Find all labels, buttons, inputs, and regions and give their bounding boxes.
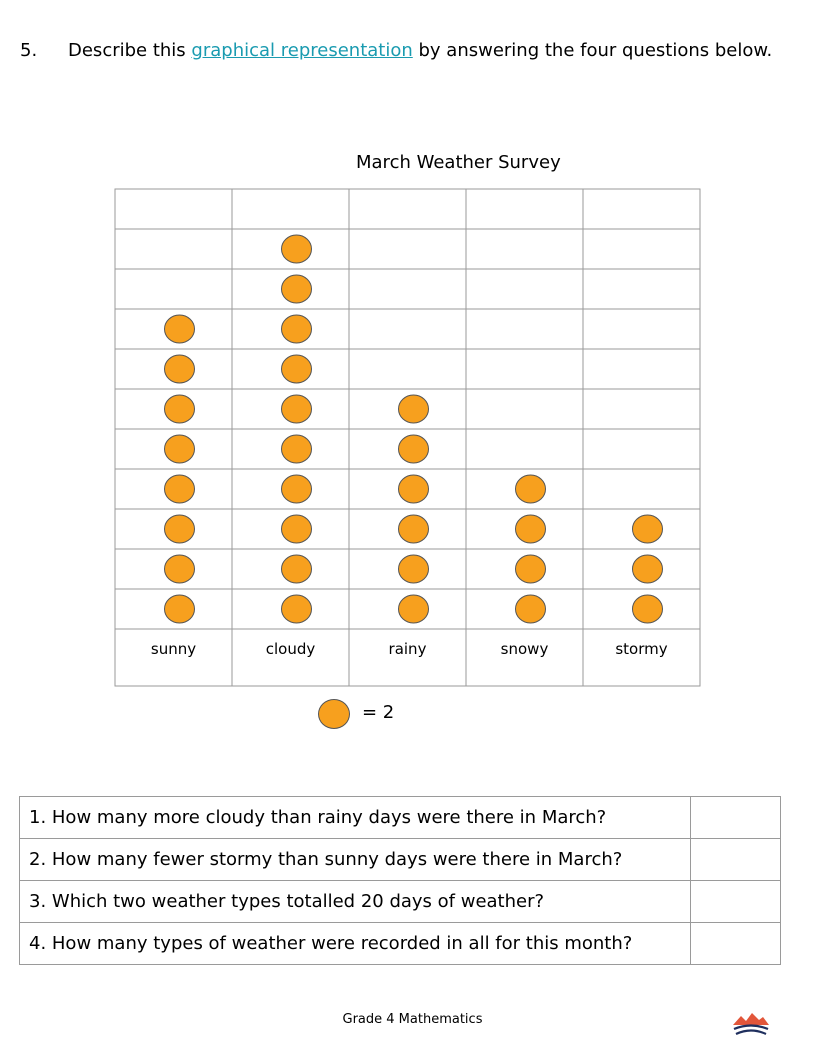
weather-symbol-cloudy — [282, 355, 312, 383]
weather-symbol-stormy — [633, 595, 663, 623]
weather-symbol-cloudy — [282, 595, 312, 623]
question-text: 2. How many fewer stormy than sunny days were there in March? — [20, 839, 691, 881]
question-number: 5. — [20, 40, 38, 61]
weather-symbol-rainy — [399, 515, 429, 543]
weather-symbol-cloudy — [282, 235, 312, 263]
weather-symbol-rainy — [399, 555, 429, 583]
weather-symbol-snowy — [516, 555, 546, 583]
weather-symbol-snowy — [516, 515, 546, 543]
answer-box[interactable] — [691, 839, 781, 881]
weather-symbol-sunny — [165, 555, 195, 583]
weather-symbol-sunny — [165, 515, 195, 543]
question-text: 1. How many more cloudy than rainy days were there in March? — [20, 797, 691, 839]
category-label: sunny — [150, 640, 197, 658]
weather-symbol-cloudy — [282, 315, 312, 343]
intro-suffix: by answering the four questions below. — [412, 40, 773, 61]
question-row — [20, 797, 781, 839]
question-row — [20, 923, 781, 965]
weather-symbol-stormy — [633, 515, 663, 543]
weather-symbol-cloudy — [282, 555, 312, 583]
weather-symbol-cloudy — [282, 475, 312, 503]
weather-symbol-rainy — [399, 475, 429, 503]
answer-box[interactable] — [691, 923, 781, 965]
question-row — [20, 881, 781, 923]
mountain-logo-icon — [732, 1011, 770, 1037]
category-label: cloudy — [265, 640, 316, 658]
key-symbol-icon — [318, 699, 350, 729]
questions-table — [19, 796, 781, 965]
weather-symbol-sunny — [165, 315, 195, 343]
weather-symbol-sunny — [165, 395, 195, 423]
category-label: stormy — [615, 640, 668, 658]
category-label: snowy — [500, 640, 549, 658]
weather-symbol-cloudy — [282, 435, 312, 463]
answer-box[interactable] — [691, 881, 781, 923]
chart-title: March Weather Survey — [356, 152, 561, 173]
weather-symbol-rainy — [399, 435, 429, 463]
category-label: rainy — [388, 640, 427, 658]
weather-symbol-snowy — [516, 595, 546, 623]
weather-symbol-rainy — [399, 595, 429, 623]
key-label: = 2 — [362, 702, 395, 723]
weather-symbol-cloudy — [282, 275, 312, 303]
question-text: 4. How many types of weather were recorded in all for this month? — [20, 923, 691, 965]
question-row — [20, 839, 781, 881]
weather-symbol-sunny — [165, 595, 195, 623]
weather-symbol-stormy — [633, 555, 663, 583]
weather-symbol-sunny — [165, 435, 195, 463]
weather-symbol-cloudy — [282, 515, 312, 543]
glossary-link[interactable]: graphical representation — [191, 40, 413, 61]
answer-box[interactable] — [691, 797, 781, 839]
weather-symbol-sunny — [165, 475, 195, 503]
question-text: 3. Which two weather types totalled 20 days of weather? — [20, 881, 691, 923]
weather-symbol-snowy — [516, 475, 546, 503]
weather-symbol-rainy — [399, 395, 429, 423]
intro-prefix: Describe this — [68, 40, 192, 61]
weather-symbol-sunny — [165, 355, 195, 383]
footer-text: Grade 4 Mathematics — [342, 1012, 483, 1027]
weather-symbol-cloudy — [282, 395, 312, 423]
